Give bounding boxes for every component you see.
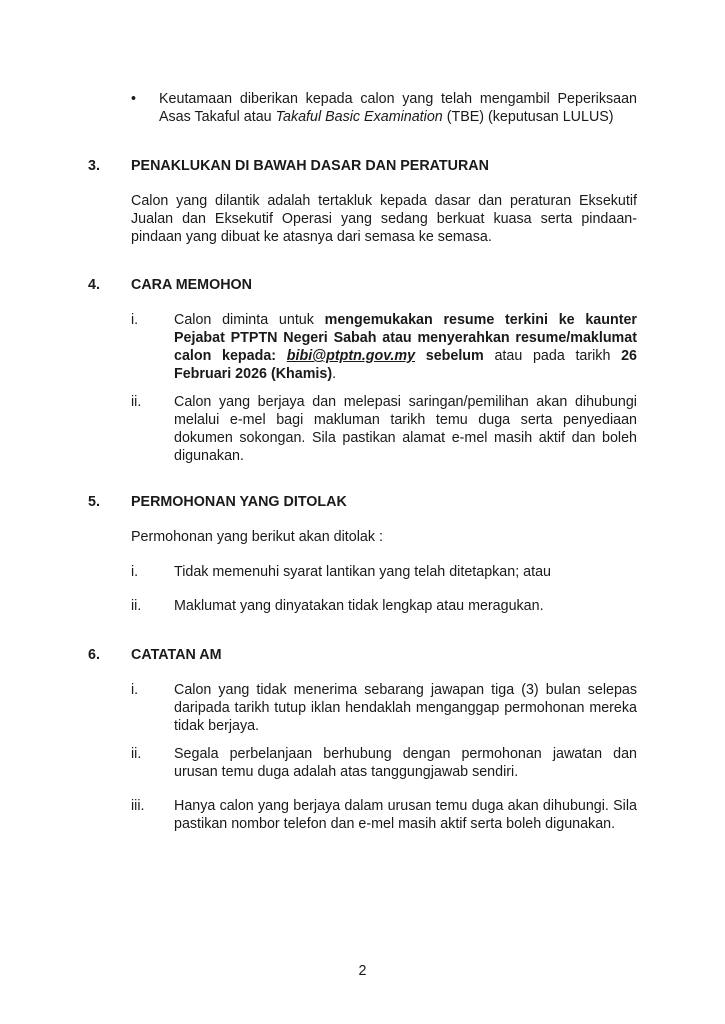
section-4-item-1 (174, 311, 637, 383)
section-4-item-2-numeral: ii. (131, 394, 142, 410)
deadline-date: 26 Februari 2026 (Khamis) (174, 348, 637, 382)
item-text: atau pada tarikh (483, 348, 622, 364)
item-text: . (332, 366, 337, 382)
section-5-item-2: Maklumat yang dinyatakan tidak lengkap atau meragukan. (174, 598, 544, 614)
section-6-title: CATATAN AM (131, 647, 222, 663)
section-6-item-3-numeral: iii. (131, 798, 145, 814)
section-3-number: 3. (88, 158, 100, 174)
section-5-intro: Permohonan yang berikut akan ditolak : (131, 529, 383, 545)
item-bold-text: mengemukakan resume terkini ke kaunter Pejabat PTPTN Negeri Sabah atau menyerahkan resume/maklumat calon kepada: (174, 312, 637, 364)
item-bold-text: sebelum (415, 348, 484, 364)
bullet-text: Keutamaan diberikan kepada calon yang telah mengambil Peperiksaan Asas Takaful atau (159, 91, 637, 125)
section-5-title: PERMOHONAN YANG DITOLAK (131, 494, 347, 510)
page-number: 2 (358, 963, 367, 979)
section-5-item-2-numeral: ii. (131, 598, 142, 614)
section-4-item-2: Calon yang berjaya dan melepasi saringan/pemilihan akan dihubungi melalui e-mel bagi makluman tarikh temu duga serta penyediaan dokumen sokongan. Sila pastikan alamat e-mel masih aktif dan boleh digunakan. (174, 394, 637, 464)
section-6-item-1-numeral: i. (131, 682, 139, 698)
section-4-title: CARA MEMOHON (131, 277, 252, 293)
section-5-item-1-numeral: i. (131, 564, 139, 580)
section-6-item-2-numeral: ii. (131, 746, 142, 762)
section-3-title: PENAKLUKAN DI BAWAH DASAR DAN PERATURAN (131, 158, 489, 174)
email-link[interactable]: bibi@ptptn.gov.my (286, 348, 416, 364)
section-5-number: 5. (88, 494, 100, 510)
section-4-item-1-numeral: i. (131, 312, 139, 328)
section-6-item-3: Hanya calon yang berjaya dalam urusan temu duga akan dihubungi. Sila pastikan nombor telefon dan e-mel masih aktif serta boleh digunakan. (174, 798, 637, 832)
section-6-number: 6. (88, 647, 100, 663)
bullet-italic: Takaful Basic Examination (275, 109, 443, 125)
bullet-item (159, 90, 637, 126)
section-5-item-1: Tidak memenuhi syarat lantikan yang telah ditetapkan; atau (174, 564, 551, 580)
section-6-item-1: Calon yang tidak menerima sebarang jawapan tiga (3) bulan selepas daripada tarikh tutup iklan hendaklah menganggap permohonan mereka tidak berjaya. (174, 682, 637, 734)
section-4-number: 4. (88, 277, 100, 293)
item-text: Calon diminta untuk (174, 312, 325, 328)
bullet-text-end: (TBE) (keputusan LULUS) (442, 109, 614, 125)
bullet-icon: • (131, 91, 137, 107)
section-3-body: Calon yang dilantik adalah tertakluk kepada dasar dan peraturan Eksekutif Jualan dan Eksekutif Operasi yang sedang berkuat kuasa serta pindaan-pindaan yang dibuat ke atasnya dari semasa ke semasa. (131, 193, 637, 245)
section-6-item-2: Segala perbelanjaan berhubung dengan permohonan jawatan dan urusan temu duga adalah atas tanggungjawab sendiri. (174, 746, 637, 780)
